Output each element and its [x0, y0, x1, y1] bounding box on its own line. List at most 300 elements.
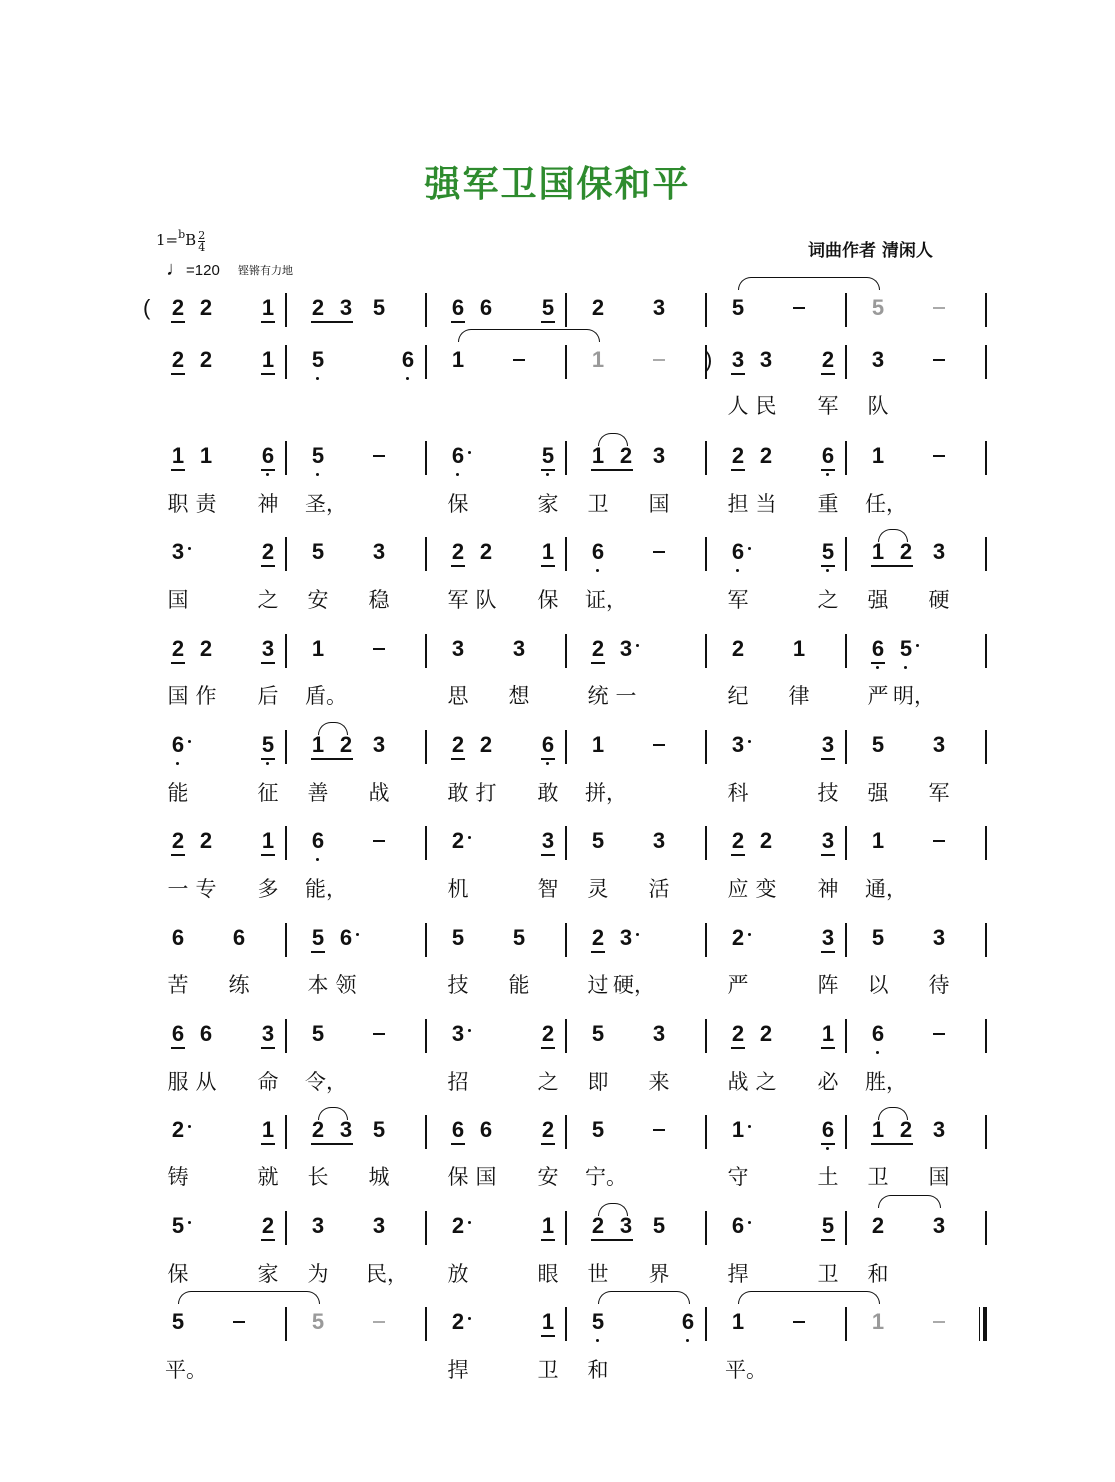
bar-line [845, 345, 847, 379]
slur [598, 1291, 690, 1304]
bar-line [705, 923, 707, 957]
lyric: 队 [867, 394, 889, 418]
note: 5 [871, 732, 885, 757]
augmentation-dot [468, 451, 471, 454]
note: 1 [871, 828, 885, 853]
note: 5 [372, 295, 386, 320]
augmentation-dot [468, 1317, 471, 1320]
bar-line [845, 441, 847, 475]
author-credit: 词曲作者 清闲人 [808, 241, 933, 261]
lyric: 之 [257, 588, 279, 612]
sustain-dash [933, 840, 945, 842]
note: 2 [199, 828, 213, 853]
note: 3 [821, 828, 835, 853]
slur [318, 1107, 348, 1120]
underline [541, 1143, 555, 1145]
bar-line [425, 1307, 427, 1341]
lyric: 安 [307, 588, 329, 612]
underline [541, 469, 555, 471]
bar-line [425, 1115, 427, 1149]
lyric: 当 [755, 492, 777, 516]
bar-line [285, 634, 287, 668]
augmentation-dot [468, 836, 471, 839]
low-octave-dot [546, 762, 549, 765]
lyric: 军 [447, 588, 469, 612]
lyric: 即 [587, 1070, 609, 1094]
underline [261, 321, 275, 323]
underline [171, 854, 185, 856]
sustain-dash [373, 648, 385, 650]
sustain-dash [793, 307, 805, 309]
augmentation-dot [468, 1029, 471, 1032]
augmentation-dot [188, 547, 191, 550]
lyric: 圣， [305, 492, 347, 516]
bar-line [425, 730, 427, 764]
augmentation-dot [188, 1221, 191, 1224]
lyric: 技 [817, 781, 839, 805]
bar-line [985, 826, 987, 860]
underline [821, 373, 835, 375]
sustain-dash [933, 455, 945, 457]
lyric: 卫 [817, 1262, 839, 1286]
note: 3 [339, 1117, 353, 1142]
note: 5 [652, 1213, 666, 1238]
bar-line [845, 730, 847, 764]
note: 6 [871, 1021, 885, 1046]
note: 2 [451, 1213, 465, 1238]
low-octave-dot [456, 473, 459, 476]
lyric: 军 [817, 394, 839, 418]
low-octave-dot [266, 762, 269, 765]
note: 6 [591, 539, 605, 564]
lyric: 强 [867, 781, 889, 805]
underline [591, 662, 605, 664]
note: 2 [759, 443, 773, 468]
bar-line [565, 1019, 567, 1053]
note: 6 [681, 1309, 695, 1334]
note: 3 [821, 925, 835, 950]
bar-line [705, 537, 707, 571]
note: 1 [792, 636, 806, 661]
underline [261, 1239, 275, 1241]
note: 6 [199, 1021, 213, 1046]
underline [261, 565, 275, 567]
lyric: 队 [475, 588, 497, 612]
bar-line [565, 730, 567, 764]
note: 6 [541, 732, 555, 757]
slur [318, 722, 348, 735]
lyric: 之 [537, 1070, 559, 1094]
lyric: 以 [867, 973, 889, 997]
note: 3 [451, 1021, 465, 1046]
underline [261, 854, 275, 856]
note: 2 [731, 828, 745, 853]
note: 1 [541, 1213, 555, 1238]
open-paren: ( [143, 295, 151, 320]
lyric: 练 [228, 973, 250, 997]
bar-line [285, 345, 287, 379]
bar-line [425, 1019, 427, 1053]
note: 5 [311, 443, 325, 468]
note: 3 [759, 347, 773, 372]
note: 3 [451, 636, 465, 661]
note: 5 [311, 925, 325, 950]
slur [598, 1203, 628, 1216]
note: 1 [311, 732, 325, 757]
underline [171, 1047, 185, 1049]
note: 6 [232, 925, 246, 950]
note: 1 [591, 347, 605, 372]
bar-line [985, 634, 987, 668]
note: 5 [591, 1309, 605, 1334]
lyric: 硬， [613, 973, 655, 997]
note: 5 [871, 295, 885, 320]
note: 1 [261, 828, 275, 853]
bar-line [705, 1019, 707, 1053]
note: 3 [619, 636, 633, 661]
note: 2 [759, 828, 773, 853]
lyric: 令， [305, 1070, 347, 1094]
bar-line [979, 1307, 980, 1341]
note: 2 [261, 1213, 275, 1238]
note: 5 [731, 295, 745, 320]
note: 3 [932, 539, 946, 564]
note: 2 [591, 925, 605, 950]
sustain-dash [233, 1321, 245, 1323]
note: 3 [339, 295, 353, 320]
underline [821, 758, 835, 760]
note: 6 [261, 443, 275, 468]
low-octave-dot [826, 569, 829, 572]
song-title: 强军卫国保和平 [424, 163, 691, 205]
lyric: 招 [447, 1070, 469, 1094]
underline [451, 565, 465, 567]
underline [871, 565, 913, 567]
bar-line [845, 293, 847, 327]
lyric: 胜， [865, 1070, 907, 1094]
note: 3 [731, 347, 745, 372]
underline [541, 1335, 555, 1337]
bar-line [985, 1211, 987, 1245]
bar-line [285, 537, 287, 571]
note: 3 [652, 443, 666, 468]
bar-line [985, 730, 987, 764]
note: 5 [541, 295, 555, 320]
lyric: 军 [928, 781, 950, 805]
note: 2 [451, 1309, 465, 1334]
underline [821, 469, 835, 471]
underline [171, 662, 185, 664]
low-octave-dot [736, 569, 739, 572]
lyric: 征 [257, 781, 279, 805]
underline [311, 1143, 353, 1145]
note: 2 [591, 636, 605, 661]
note: 6 [451, 1117, 465, 1142]
lyric: 想 [508, 684, 530, 708]
note: 2 [731, 925, 745, 950]
augmentation-dot [748, 547, 751, 550]
slur [598, 433, 628, 446]
bar-line [845, 1115, 847, 1149]
lyric: 服 [167, 1070, 189, 1094]
bar-line [985, 537, 987, 571]
note: 1 [731, 1309, 745, 1334]
bar-line [565, 923, 567, 957]
underline [541, 321, 555, 323]
lyric: 守 [727, 1165, 749, 1189]
lyric: 之 [755, 1070, 777, 1094]
note: 2 [541, 1021, 555, 1046]
lyric: 任， [865, 492, 907, 516]
underline [731, 469, 745, 471]
bar-line [425, 1211, 427, 1245]
lyric: 保 [447, 1165, 469, 1189]
sustain-dash [653, 1129, 665, 1131]
note: 3 [932, 925, 946, 950]
lyric: 战 [368, 781, 390, 805]
note: 3 [512, 636, 526, 661]
note: 5 [311, 539, 325, 564]
note: 6 [821, 443, 835, 468]
lyric: 能 [508, 973, 530, 997]
bar-line [285, 730, 287, 764]
sustain-dash [653, 359, 665, 361]
low-octave-dot [904, 666, 907, 669]
lyric: 过 [587, 973, 609, 997]
key-prefix: 1= [156, 231, 179, 249]
tempo-marking [166, 258, 220, 281]
note: 3 [652, 295, 666, 320]
underline [261, 758, 275, 760]
key-note: B [185, 231, 197, 249]
note: 2 [731, 443, 745, 468]
underline [821, 854, 835, 856]
note: 1 [261, 347, 275, 372]
sustain-dash [373, 1033, 385, 1035]
note: 2 [451, 539, 465, 564]
lyric: 强 [867, 588, 889, 612]
lyric: 保 [537, 588, 559, 612]
underline [821, 951, 835, 953]
bar-line [565, 1115, 567, 1149]
bar-line [705, 1307, 707, 1341]
time-signature [198, 230, 205, 253]
underline [821, 565, 835, 567]
note: 5 [311, 1309, 325, 1334]
sustain-dash [373, 1321, 385, 1323]
bar-line [285, 1211, 287, 1245]
underline [591, 951, 605, 953]
bar-line [705, 1211, 707, 1245]
bar-line [985, 293, 987, 327]
note: 3 [619, 1213, 633, 1238]
final-bar-line [983, 1307, 987, 1341]
lyric: 灵 [587, 877, 609, 901]
note: 5 [512, 925, 526, 950]
note: 6 [171, 925, 185, 950]
underline [261, 1047, 275, 1049]
low-octave-dot [406, 377, 409, 380]
note: 5 [171, 1213, 185, 1238]
note: 2 [591, 1213, 605, 1238]
lyric: 通， [865, 877, 907, 901]
low-octave-dot [316, 473, 319, 476]
augmentation-dot [188, 1125, 191, 1128]
note: 2 [451, 732, 465, 757]
underline [541, 1047, 555, 1049]
lyric: 盾。 [305, 684, 347, 708]
lyric: 铸 [167, 1165, 189, 1189]
bar-line [845, 1019, 847, 1053]
underline [261, 662, 275, 664]
lyric: 智 [537, 877, 559, 901]
lyric: 和 [587, 1358, 609, 1382]
sustain-dash [933, 359, 945, 361]
lyric: 后 [257, 684, 279, 708]
bar-line [285, 1307, 287, 1341]
underline [541, 758, 555, 760]
note: 5 [311, 1021, 325, 1046]
note: 1 [171, 443, 185, 468]
underline [731, 1047, 745, 1049]
note: 3 [932, 732, 946, 757]
lyric: 从 [195, 1070, 217, 1094]
lyric: 作 [195, 684, 217, 708]
bar-line [565, 293, 567, 327]
note: 6 [479, 1117, 493, 1142]
note: 5 [261, 732, 275, 757]
bar-line [705, 730, 707, 764]
note: 2 [451, 828, 465, 853]
note: 2 [591, 295, 605, 320]
note: 3 [871, 347, 885, 372]
key-signature [156, 228, 205, 253]
underline [171, 321, 185, 323]
slur [738, 277, 880, 290]
expression-marking: 铿锵有力地 [238, 265, 293, 277]
note: 5 [821, 1213, 835, 1238]
augmentation-dot [748, 740, 751, 743]
note: 2 [171, 636, 185, 661]
lyric: 一 [167, 877, 189, 901]
bar-line [845, 1307, 847, 1341]
note: 2 [339, 732, 353, 757]
note: 3 [171, 539, 185, 564]
underline [871, 1143, 913, 1145]
lyric: 安 [537, 1165, 559, 1189]
lyric: 科 [727, 781, 749, 805]
sustain-dash [933, 1321, 945, 1323]
bar-line [985, 441, 987, 475]
bar-line [985, 1019, 987, 1053]
lyric: 保 [167, 1262, 189, 1286]
bar-line [705, 1115, 707, 1149]
underline [171, 469, 185, 471]
note: 5 [821, 539, 835, 564]
note: 2 [899, 1117, 913, 1142]
note: 3 [372, 539, 386, 564]
augmentation-dot [636, 644, 639, 647]
note: 1 [731, 1117, 745, 1142]
note: 1 [451, 347, 465, 372]
bar-line [565, 634, 567, 668]
note: 3 [731, 732, 745, 757]
lyric: 宁。 [585, 1165, 627, 1189]
bar-line [705, 634, 707, 668]
slur [878, 529, 908, 542]
bar-line [425, 634, 427, 668]
lyric: 人 [727, 394, 749, 418]
bar-line [285, 1115, 287, 1149]
augmentation-dot [636, 933, 639, 936]
lyric: 就 [257, 1165, 279, 1189]
underline [821, 1047, 835, 1049]
note: 2 [821, 347, 835, 372]
lyric: 领 [335, 973, 357, 997]
note: 5 [591, 1021, 605, 1046]
lyric: 技 [447, 973, 469, 997]
note: 3 [932, 1117, 946, 1142]
bar-line [425, 537, 427, 571]
low-octave-dot [876, 1051, 879, 1054]
lyric: 卫 [587, 492, 609, 516]
note: 1 [871, 1309, 885, 1334]
lyric: 家 [257, 1262, 279, 1286]
lyric: 统 [587, 684, 609, 708]
note: 2 [199, 295, 213, 320]
note: 6 [731, 1213, 745, 1238]
note: 1 [311, 636, 325, 661]
sustain-dash [793, 1321, 805, 1323]
lyric: 为 [307, 1262, 329, 1286]
sustain-dash [933, 307, 945, 309]
bar-line [285, 1019, 287, 1053]
score-row [0, 347, 1115, 399]
note: 3 [261, 636, 275, 661]
note: 6 [339, 925, 353, 950]
low-octave-dot [826, 1147, 829, 1150]
low-octave-dot [266, 473, 269, 476]
underline [541, 854, 555, 856]
note: 2 [171, 828, 185, 853]
lyric: 证， [585, 588, 627, 612]
lyric: 能， [305, 877, 347, 901]
note: 5 [591, 828, 605, 853]
slur [458, 329, 600, 342]
lyric: 明， [893, 684, 935, 708]
lyric: 神 [817, 877, 839, 901]
lyric: 命 [257, 1070, 279, 1094]
lyric: 放 [447, 1262, 469, 1286]
bar-line [425, 826, 427, 860]
note: 2 [171, 347, 185, 372]
note: 2 [171, 295, 185, 320]
note: 6 [171, 1021, 185, 1046]
lyric: 思 [447, 684, 469, 708]
note: 3 [652, 828, 666, 853]
sustain-dash [653, 551, 665, 553]
bar-line [285, 441, 287, 475]
time-numerator: 2 [198, 228, 206, 242]
lyric: 打 [475, 781, 497, 805]
bar-line [845, 634, 847, 668]
lyric: 平。 [165, 1358, 207, 1382]
underline [731, 373, 745, 375]
note: 2 [171, 1117, 185, 1142]
slur [878, 1195, 941, 1208]
lyric: 活 [648, 877, 670, 901]
bar-line [845, 826, 847, 860]
